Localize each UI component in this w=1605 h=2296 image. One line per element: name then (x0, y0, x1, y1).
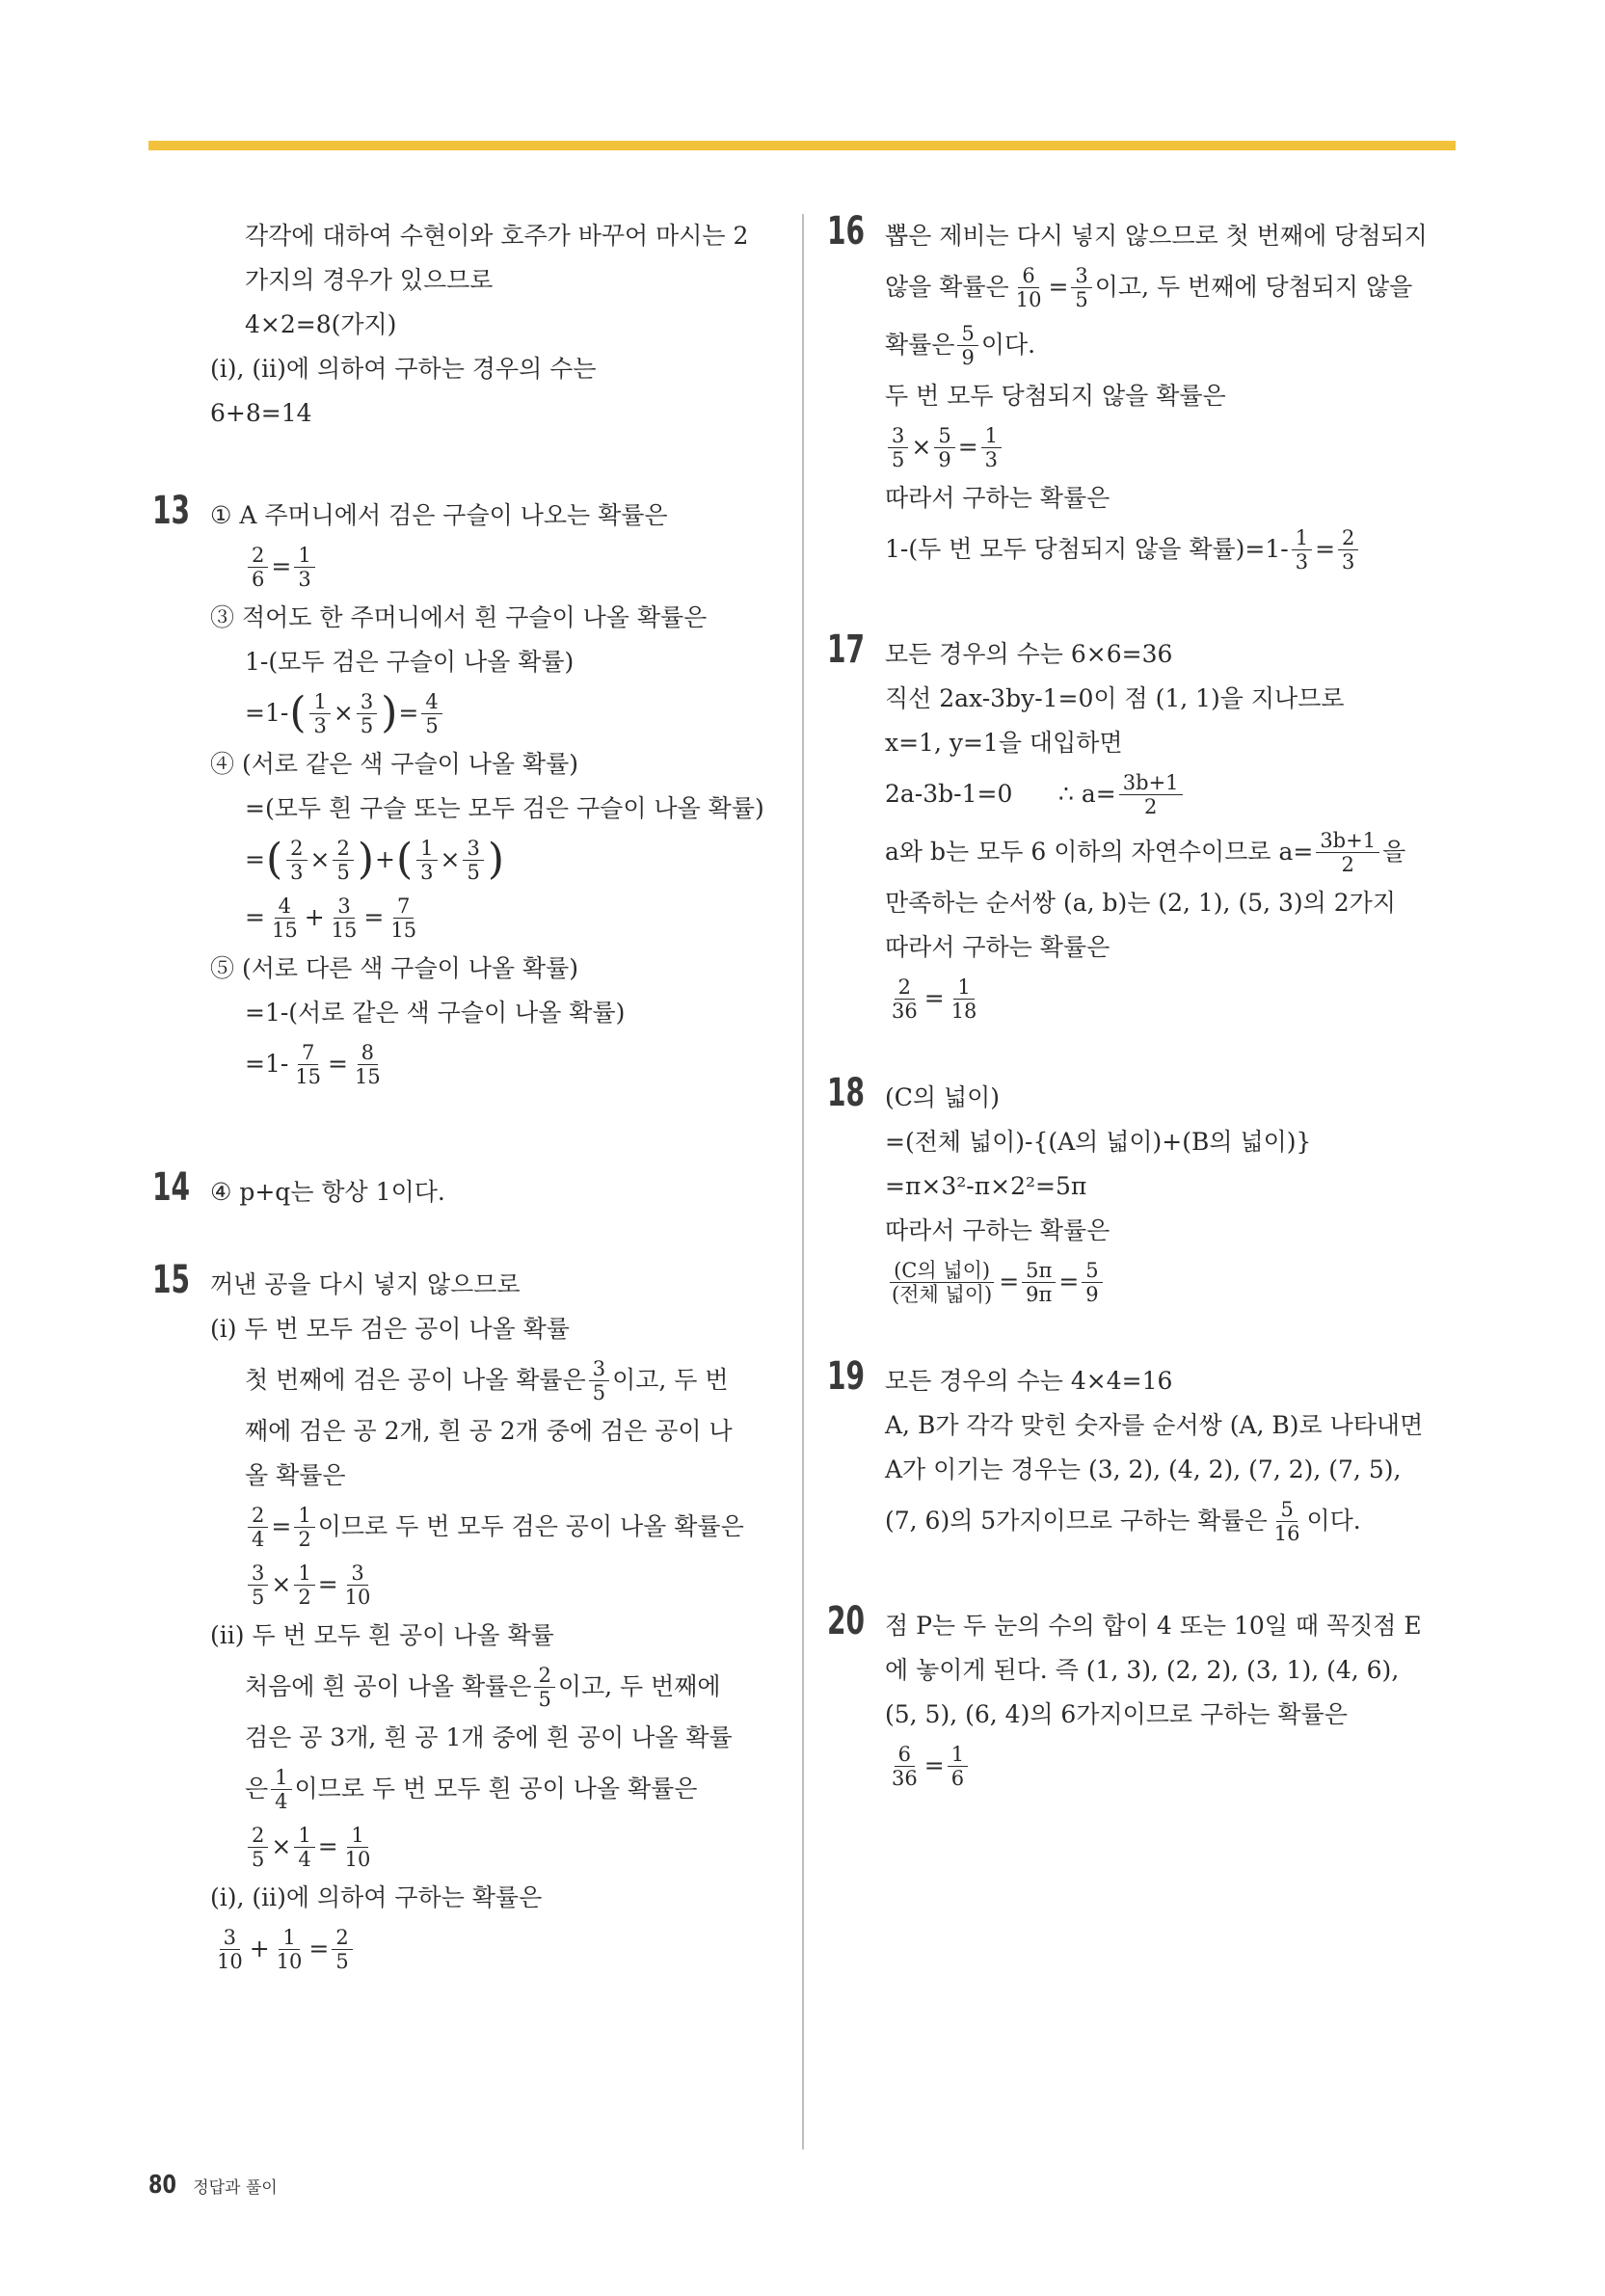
text-line: 째에 검은 공 2개, 흰 공 2개 중에 검은 공이 나 (245, 1417, 733, 1445)
fraction: $\frac{5}{16}$ (1273, 1497, 1300, 1545)
math-line: $\frac{2}{4}$ = $\frac{1}{2}$ 이므로 두 번 모두 검은 공이 나올 확률은 (210, 1498, 779, 1556)
fraction: $\frac{1}{3}$ (981, 424, 1002, 471)
column-divider (802, 214, 804, 2149)
fraction: $\frac{6}{10}$ (1015, 263, 1042, 311)
fraction: $\frac{3b+1}{2}$ (1119, 771, 1183, 818)
fraction: $\frac{3}{10}$ (344, 1561, 371, 1609)
math-line: 2a-3b-1=0 ∴ a= $\frac{3b+1}{2}$ (885, 765, 1463, 823)
text-line: =1-(서로 같은 색 구슬이 나올 확률) (245, 999, 626, 1027)
fraction: $\frac{3}{5}$ (888, 424, 908, 471)
fraction: $\frac{1}{3}$ (1292, 526, 1312, 574)
fraction: $\frac{4}{5}$ (421, 690, 441, 737)
fraction: $\frac{1}{3}$ (294, 544, 314, 591)
text-line: 직선 2ax-3by-1=0이 점 (1, 1)을 지나므로 (885, 684, 1345, 712)
text-line: =π×3²-π×2²=5π (885, 1172, 1087, 1200)
text-line: 따라서 구하는 확률은 (885, 1216, 1110, 1244)
fraction: $\frac{3}{5}$ (248, 1562, 268, 1609)
math-line: = ( $\frac{2}{3}$ × $\frac{2}{5}$ ) + ( $\frac{1}{3}$ × $\frac{3}{5}$ ) (245, 835, 504, 884)
math-line: $\frac{\text{(C의 넓이)}}{\text{(전체 넓이)}}$ = $\frac{5\pi}{9\pi}$ = $\frac{5}{9}$ (885, 1253, 1463, 1311)
fraction: $\frac{1}{18}$ (950, 974, 977, 1023)
text-line: (5, 5), (6, 4)의 6가지이므로 구하는 확률은 (885, 1700, 1348, 1728)
text-line: 가지의 경우가 있으므로 (245, 266, 494, 294)
fraction: $\frac{1}{2}$ (294, 1562, 314, 1609)
text-line: (ⅰ), (ⅱ)에 의하여 구하는 경우의 수는 (210, 355, 597, 383)
fraction: $\frac{2}{5}$ (332, 1926, 352, 1973)
math-line: =1- ( $\frac{1}{3}$ × $\frac{3}{5}$ ) = $\frac{4}{5}$ (210, 684, 779, 742)
fraction: $\frac{3}{5}$ (589, 1357, 609, 1404)
fraction: $\frac{5}{9}$ (1082, 1259, 1102, 1306)
fraction: $\frac{3}{5}$ (357, 690, 377, 737)
text-line: A, B가 각각 맞힌 숫자를 순서쌍 (A, B)로 나타내면 (885, 1411, 1424, 1439)
fraction: $\frac{1}{2}$ (294, 1504, 314, 1551)
problem-19 (827, 1354, 1463, 1550)
fraction: $\frac{3b+1}{2}$ (1316, 829, 1379, 876)
fraction: $\frac{\text{(C의 넓이)}}{\text{(전체 넓이)}}$ (892, 1258, 993, 1306)
fraction: $\frac{1}{3}$ (416, 837, 437, 884)
text-line: =(모두 흰 구슬 또는 모두 검은 구슬이 나올 확률) (245, 794, 764, 822)
fraction: $\frac{1}{3}$ (309, 690, 330, 737)
fraction: $\frac{7}{15}$ (390, 894, 417, 942)
text-line: 점 P는 두 눈의 수의 합이 4 또는 10일 때 꼭짓점 E (885, 1612, 1422, 1640)
text-line: A가 이기는 경우는 (3, 2), (4, 2), (7, 2), (7, 5), (885, 1455, 1402, 1483)
top-accent-bar (148, 141, 1456, 150)
fraction: $\frac{6}{36}$ (892, 1742, 918, 1790)
text-line: 뽑은 제비는 다시 넣지 않으므로 첫 번째에 당첨되지 (885, 222, 1428, 250)
left-column (152, 214, 779, 1978)
math-line: $\frac{3}{5}$ × $\frac{1}{2}$ = $\frac{3}{10}$ (210, 1556, 779, 1614)
problem-12-continued (152, 214, 779, 436)
fraction: $\frac{1}{6}$ (948, 1743, 968, 1790)
text-line: 따라서 구하는 확률은 (885, 933, 1110, 961)
text-line: 모든 경우의 수는 6×6=36 (885, 640, 1173, 668)
page-footer (148, 2171, 278, 2200)
math-line: $\frac{6}{36}$ = $\frac{1}{6}$ (885, 1737, 1463, 1795)
text-line: 검은 공 3개, 흰 공 1개 중에 흰 공이 나올 확률 (245, 1723, 733, 1751)
footer-label: 정답과 풀이 (193, 2178, 278, 2198)
text-line: ④ (서로 같은 색 구슬이 나올 확률) (210, 750, 578, 778)
text-line: 올 확률은 (245, 1461, 346, 1489)
fraction: $\frac{5}{9}$ (934, 424, 954, 471)
problem-15 (152, 1258, 779, 1978)
fraction: $\frac{1}{4}$ (271, 1766, 291, 1813)
text-line: 두 번 모두 당첨되지 않을 확률은 (885, 382, 1226, 410)
text-line: 꺼낸 공을 다시 넣지 않으므로 (210, 1270, 521, 1298)
problem-number: 18 (827, 1071, 866, 1115)
fraction: $\frac{2}{3}$ (1338, 526, 1358, 574)
math-line: =1- $\frac{7}{15}$ = $\frac{8}{15}$ (210, 1035, 779, 1093)
fraction: $\frac{1}{10}$ (344, 1823, 371, 1871)
text-line: (ⅰ), (ⅱ)에 의하여 구하는 확률은 (210, 1883, 543, 1911)
text-line: 만족하는 순서쌍 (a, b)는 (2, 1), (5, 3)의 2가지 (885, 889, 1396, 917)
fraction: $\frac{2}{5}$ (248, 1824, 268, 1871)
math-line: 1-(두 번 모두 당첨되지 않을 확률)=1- $\frac{1}{3}$ = $\frac{2}{3}$ (885, 521, 1463, 578)
math-line: 확률은 $\frac{5}{9}$ 이다. (885, 321, 1036, 369)
text-line: (C의 넓이) (885, 1083, 1001, 1111)
fraction: $\frac{3}{15}$ (331, 894, 358, 942)
fraction: $\frac{8}{15}$ (355, 1040, 381, 1088)
fraction: $\frac{1}{4}$ (294, 1824, 314, 1871)
text-line: x=1, y=1을 대입하면 (885, 729, 1123, 757)
math-line: $\frac{2}{5}$ × $\frac{1}{4}$ = $\frac{1}{10}$ (210, 1818, 779, 1876)
fraction: $\frac{3}{5}$ (1071, 264, 1091, 311)
problem-number: 15 (152, 1258, 191, 1302)
page-number: 80 (148, 2171, 176, 2200)
fraction: $\frac{3}{10}$ (217, 1925, 243, 1973)
math-line: $\frac{2}{36}$ = $\frac{1}{18}$ (885, 970, 1463, 1028)
math-line: = $\frac{4}{15}$ + $\frac{3}{15}$ = $\frac{7}{15}$ (210, 889, 779, 947)
problem-number: 13 (152, 489, 191, 533)
math-line: $\frac{2}{6}$ = $\frac{1}{3}$ (210, 538, 779, 596)
fraction: $\frac{5\pi}{9\pi}$ (1022, 1259, 1056, 1306)
math-line: a와 b는 모두 6 이하의 자연수이므로 a= $\frac{3b+1}{2}$ 을 (885, 828, 1406, 876)
fraction: $\frac{2}{5}$ (534, 1664, 554, 1711)
problem-number: 19 (827, 1354, 866, 1399)
text-line: 각각에 대하여 수현이와 호주가 바꾸어 마시는 2 (245, 222, 749, 250)
math-line: 은 $\frac{1}{4}$ 이므로 두 번 모두 흰 공이 나올 확률은 (245, 1765, 698, 1813)
text-line: ⑤ (서로 다른 색 구슬이 나올 확률) (210, 954, 578, 982)
text-line: ③ 적어도 한 주머니에서 흰 구슬이 나올 확률은 (210, 603, 708, 631)
problem-18 (827, 1071, 1463, 1311)
text-line: 모든 경우의 수는 4×4=16 (885, 1367, 1173, 1395)
fraction: $\frac{7}{15}$ (295, 1040, 322, 1088)
problem-16 (827, 209, 1463, 578)
math-line: $\frac{3}{10}$ + $\frac{1}{10}$ = $\frac{2}{5}$ (210, 1920, 779, 1978)
math-line: (7, 6)의 5가지이므로 구하는 확률은 $\frac{5}{16}$ 이다. (885, 1497, 1361, 1545)
math-line: 않을 확률은 $\frac{6}{10}$ = $\frac{3}{5}$ 이고, 두 번째에 당첨되지 않을 (885, 263, 1413, 311)
problem-17 (827, 627, 1463, 1028)
fraction: $\frac{2}{36}$ (892, 974, 918, 1023)
fraction: $\frac{5}{9}$ (957, 322, 977, 369)
text-line: 4×2=8(가지) (245, 310, 397, 338)
text-line: (ⅱ) 두 번 모두 흰 공이 나올 확률 (210, 1621, 554, 1649)
problem-number: 16 (827, 209, 866, 254)
problem-number: 17 (827, 627, 866, 672)
text-line: 에 놓이게 된다. 즉 (1, 3), (2, 2), (3, 1), (4, 6), (885, 1656, 1400, 1684)
problem-13 (152, 489, 779, 1093)
fraction: $\frac{2}{5}$ (333, 837, 353, 884)
math-line: 처음에 흰 공이 나올 확률은 $\frac{2}{5}$ 이고, 두 번째에 (245, 1663, 721, 1711)
fraction: $\frac{3}{5}$ (463, 837, 483, 884)
fraction: $\frac{4}{15}$ (271, 894, 298, 942)
text-line: ④ p+q는 항상 1이다. (210, 1178, 445, 1206)
problem-20 (827, 1599, 1463, 1795)
text-line: ① A 주머니에서 검은 구슬이 나오는 확률은 (210, 501, 668, 529)
text-line: =(전체 넓이)-{(A의 넓이)+(B의 넓이)} (885, 1128, 1312, 1156)
text-line: 1-(모두 검은 구슬이 나올 확률) (245, 648, 575, 676)
problem-number: 14 (152, 1165, 191, 1210)
problem-number: 20 (827, 1599, 866, 1643)
math-line: $\frac{3}{5}$ × $\frac{5}{9}$ = $\frac{1}{3}$ (885, 418, 1463, 476)
fraction: $\frac{1}{10}$ (276, 1925, 303, 1973)
fraction: $\frac{2}{3}$ (286, 837, 307, 884)
text-line: 6+8=14 (210, 399, 312, 427)
right-column (827, 209, 1463, 1795)
text-line: (ⅰ) 두 번 모두 검은 공이 나올 확률 (210, 1315, 570, 1343)
text-line: 따라서 구하는 확률은 (885, 484, 1110, 512)
fraction: $\frac{2}{4}$ (248, 1504, 268, 1551)
math-line: 첫 번째에 검은 공이 나올 확률은 $\frac{3}{5}$ 이고, 두 번 (245, 1356, 729, 1404)
fraction: $\frac{2}{6}$ (248, 544, 268, 591)
problem-14 (152, 1165, 779, 1215)
